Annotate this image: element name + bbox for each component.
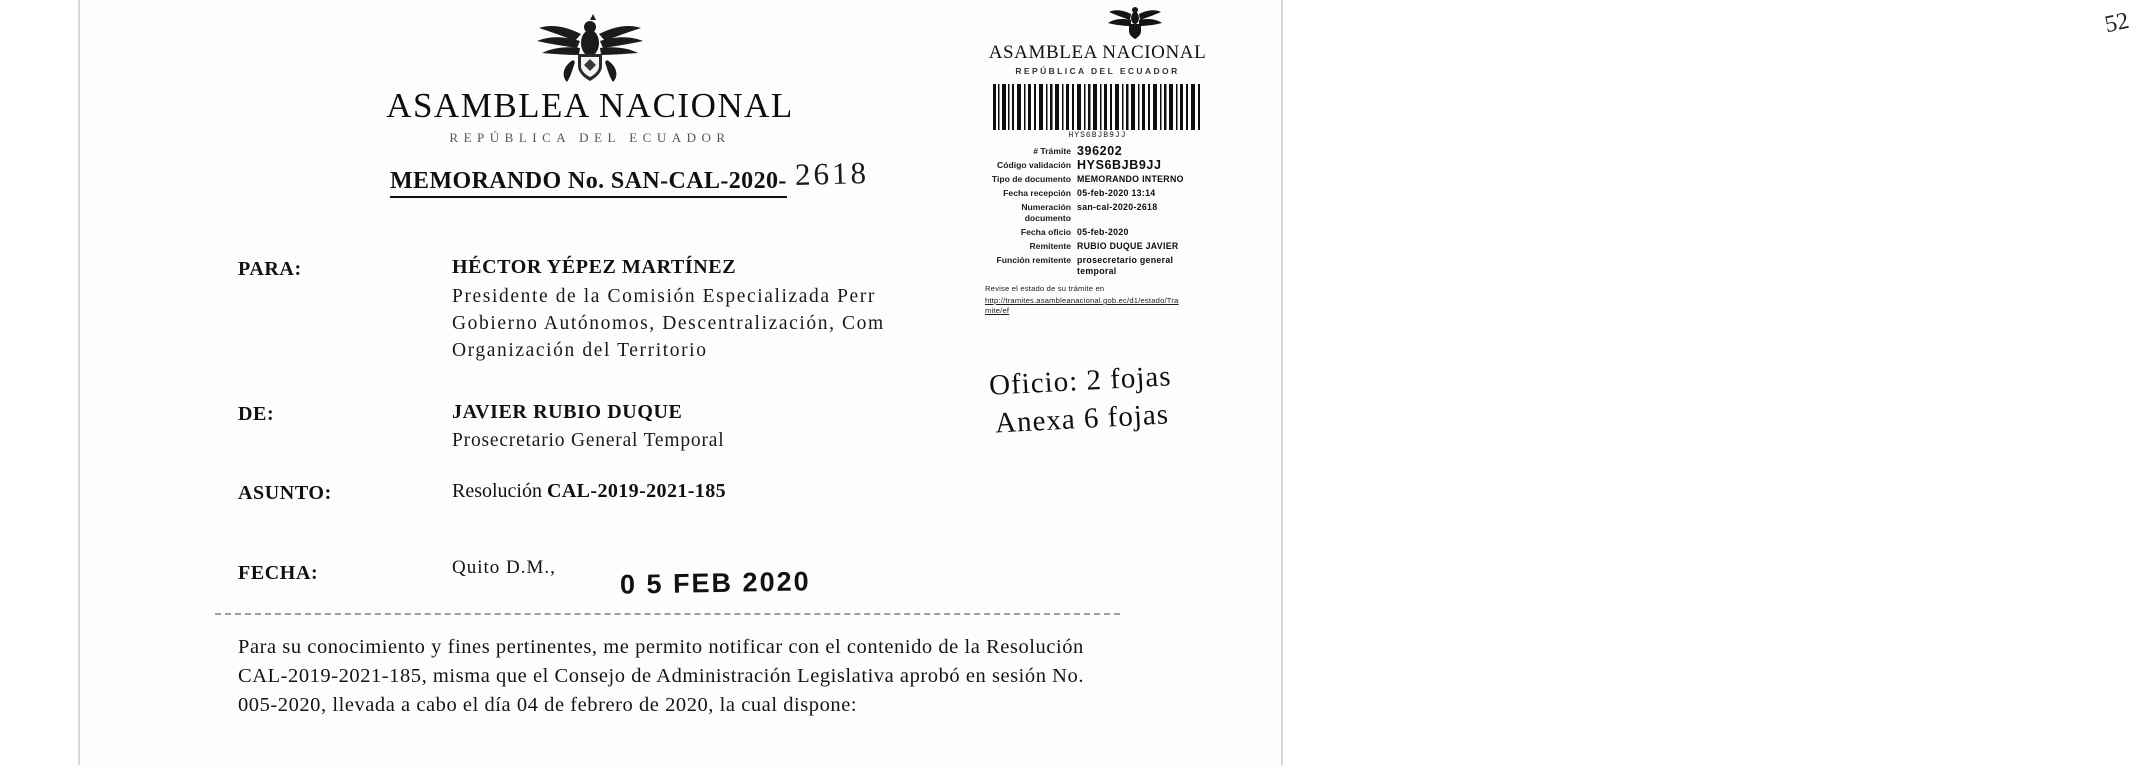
stamp-note bbox=[985, 284, 1185, 316]
memo-title: MEMORANDO No. SAN-CAL-2020- bbox=[390, 168, 787, 198]
stamp-row-value: 05-feb-2020 bbox=[1077, 227, 1129, 237]
para-label: PARA: bbox=[238, 258, 302, 280]
handwritten-annotation bbox=[988, 357, 1174, 442]
de-name: JAVIER RUBIO DUQUE bbox=[452, 401, 683, 423]
scan-right-edge bbox=[1281, 0, 1283, 765]
stamp-row bbox=[985, 160, 1210, 171]
masthead bbox=[330, 10, 850, 146]
section-divider bbox=[215, 613, 1120, 615]
stamp-row-value: RUBIO DUQUE JAVIER bbox=[1077, 241, 1179, 251]
para-role-line-1: Presidente de la Comisión Especializada Perr bbox=[452, 286, 876, 307]
fecha-label: FECHA: bbox=[238, 562, 319, 584]
stamp-row bbox=[985, 227, 1210, 238]
page-corner-mark: 52 bbox=[2102, 7, 2132, 39]
stamp-row bbox=[985, 146, 1210, 157]
stamp-row-key: Remitente bbox=[1029, 241, 1071, 251]
organization-subtitle: REPÚBLICA DEL ECUADOR bbox=[449, 129, 731, 145]
asunto-label: ASUNTO: bbox=[238, 482, 332, 504]
stamp-logo-subtitle: REPÚBLICA DEL ECUADOR bbox=[1015, 66, 1180, 76]
stamp-row-key: Tipo de documento bbox=[991, 174, 1071, 184]
stamp-row-value: 396202 bbox=[1077, 144, 1123, 158]
stamp-row-value: 05-feb-2020 13:14 bbox=[1077, 188, 1156, 198]
date-stamp: 0 5 FEB 2020 bbox=[619, 566, 811, 600]
stamp-logo-name: ASAMBLEA NACIONAL bbox=[988, 42, 1207, 63]
scan-left-edge bbox=[78, 0, 80, 765]
stamp-row bbox=[985, 188, 1210, 199]
fecha-value: Quito D.M., bbox=[452, 557, 556, 578]
stamp-field-list bbox=[985, 146, 1210, 277]
para-role-line-2: Gobierno Autónomos, Descentralización, Com bbox=[452, 313, 885, 334]
organization-name: ASAMBLEA NACIONAL bbox=[386, 86, 794, 125]
stamp-row-key: Código validación bbox=[996, 160, 1071, 170]
barcode-icon bbox=[991, 84, 1203, 130]
de-role: Prosecretario General Temporal bbox=[452, 430, 725, 451]
asunto-resolution-number: CAL-2019-2021-185 bbox=[547, 480, 727, 502]
stamp-row-value: prosecretario general temporal bbox=[1077, 255, 1174, 276]
stamp-row-value: HYS6BJB9JJ bbox=[1077, 158, 1162, 172]
stamp-row-value: san-cal-2020-2618 bbox=[1077, 202, 1158, 212]
stamp-row-value: MEMORANDO INTERNO bbox=[1077, 174, 1184, 184]
stamp-note-url: http://tramites.asambleanacional.gob.ec/d1/estado/Tramite/ef bbox=[985, 296, 1179, 315]
stamp-row bbox=[985, 202, 1210, 224]
barcode-value: HYS6BJB9JJ bbox=[1068, 131, 1127, 140]
stamp-coat-of-arms-icon bbox=[1105, 2, 1165, 44]
stamp-row bbox=[985, 255, 1210, 277]
ecuador-coat-of-arms-icon bbox=[515, 10, 665, 88]
stamp-row-key: Fecha oficio bbox=[1020, 227, 1071, 237]
asunto-value bbox=[452, 480, 726, 503]
stamp-note-label: Revise el estado de su trámite en bbox=[985, 284, 1105, 293]
asunto-prefix: Resolución bbox=[452, 480, 547, 502]
stamp-row-key: # Trámite bbox=[1033, 146, 1071, 156]
reception-stamp bbox=[985, 7, 2132, 316]
body-paragraph: Para su conocimiento y fines pertinentes, me permito notificar con el contenido de la Resolución CAL-2019-2021-185, misma que el Consejo de Administración Legislativa aprobó en sesión No. 005-2020, llevada a cabo el día 04 de febrero de 2020, la cual dispone: bbox=[238, 636, 1085, 716]
stamp-row-key: Numeración documento bbox=[1021, 202, 1071, 223]
stamp-row bbox=[985, 241, 1210, 252]
de-label: DE: bbox=[238, 403, 275, 425]
stamp-row-key: Función remitente bbox=[996, 255, 1071, 265]
stamp-row-key: Fecha recepción bbox=[1003, 188, 1071, 198]
stamp-row bbox=[985, 174, 1210, 185]
memo-number-handwritten: 2618 bbox=[794, 155, 870, 192]
handwritten-line-2: Anexa 6 fojas bbox=[994, 398, 1170, 440]
para-role-line-3: Organización del Territorio bbox=[452, 340, 708, 361]
para-name: HÉCTOR YÉPEZ MARTÍNEZ bbox=[452, 256, 737, 278]
handwritten-line-1: Oficio: 2 fojas bbox=[988, 360, 1173, 402]
